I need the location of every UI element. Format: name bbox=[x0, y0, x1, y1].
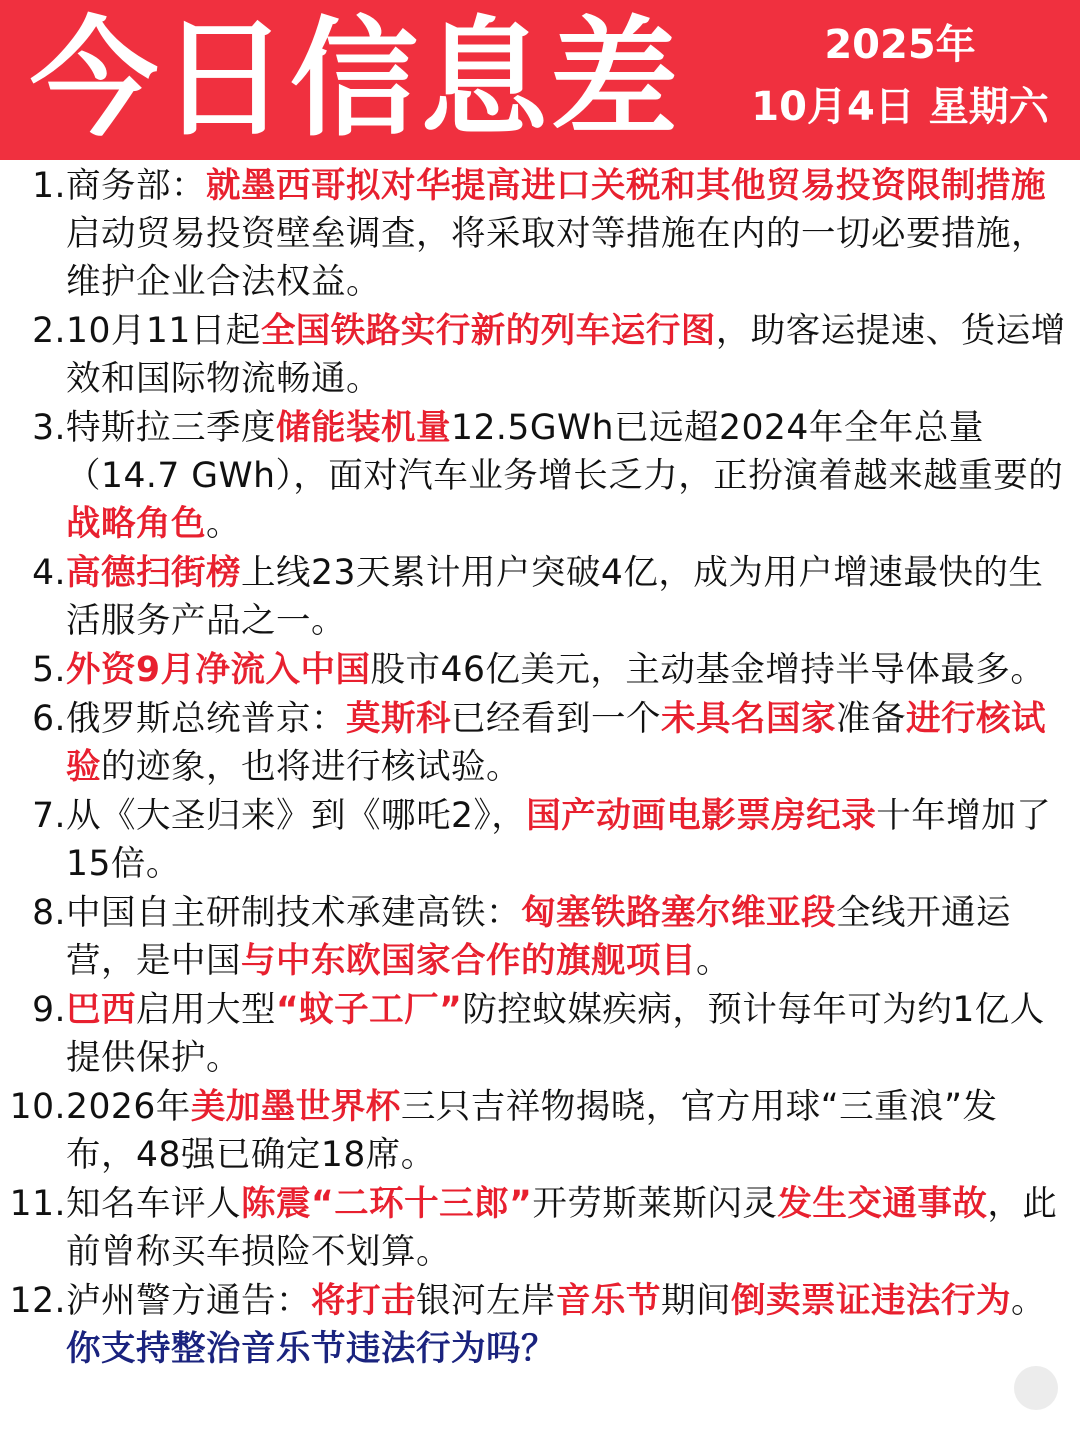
highlight-text: 储能装机量 bbox=[276, 408, 451, 448]
news-text: ，此前曾称买车损险不划算。 bbox=[66, 1184, 1058, 1272]
news-text: 银河左岸 bbox=[416, 1281, 556, 1321]
news-text: 股市46亿美元，主动基金增持半导体最多。 bbox=[370, 650, 1046, 690]
news-text: 启用大型 bbox=[136, 990, 276, 1030]
highlight-text: “蚊子工厂” bbox=[276, 990, 463, 1030]
news-text: 2026年 bbox=[66, 1087, 191, 1127]
news-item bbox=[0, 889, 1080, 985]
news-text: 启动贸易投资壁垒调查，将采取对等措施在内的一切必要措施，维护企业合法权益。 bbox=[66, 214, 1046, 302]
highlight-text: 国产动画电影票房纪录 bbox=[526, 796, 877, 836]
news-item bbox=[0, 549, 1080, 645]
highlight-text: 未具名国家 bbox=[661, 699, 836, 739]
highlight-text: 音乐节 bbox=[556, 1281, 661, 1321]
news-item-number: 8. bbox=[32, 893, 66, 933]
news-item bbox=[0, 792, 1080, 888]
news-item bbox=[0, 1083, 1080, 1179]
highlight-text: 倒卖票证违法行为 bbox=[731, 1281, 1011, 1321]
news-text: 期间 bbox=[661, 1281, 731, 1321]
highlight-text: 匈塞铁路塞尔维亚段 bbox=[521, 893, 836, 933]
news-text: 已经看到一个 bbox=[451, 699, 661, 739]
news-text: 中国自主研制技术承建高铁： bbox=[66, 893, 521, 933]
news-item bbox=[0, 646, 1080, 694]
news-text: 。 bbox=[206, 504, 241, 544]
news-text: 。 bbox=[1011, 1281, 1046, 1321]
news-text: 10月11日起 bbox=[66, 311, 261, 351]
header-banner bbox=[0, 0, 1080, 160]
news-item-number: 4. bbox=[32, 553, 66, 593]
news-item bbox=[0, 986, 1080, 1082]
news-text: 准备 bbox=[836, 699, 906, 739]
date-block bbox=[740, 14, 1060, 138]
news-item bbox=[0, 404, 1080, 548]
news-text: 特斯拉三季度 bbox=[66, 408, 276, 448]
news-item bbox=[0, 695, 1080, 791]
news-item-number: 9. bbox=[32, 990, 66, 1030]
news-item-number: 7. bbox=[32, 796, 66, 836]
highlight-text: 与中东欧国家合作的旗舰项目 bbox=[241, 941, 696, 981]
news-item-number: 1. bbox=[32, 166, 66, 206]
highlight-text: 战略角色 bbox=[66, 504, 206, 544]
news-item-number: 12. bbox=[9, 1281, 66, 1321]
news-text: 。 bbox=[696, 941, 731, 981]
highlight-text: 陈震“二环十三郎” bbox=[241, 1184, 533, 1224]
highlight-text: 莫斯科 bbox=[346, 699, 451, 739]
highlight-text: 美加墨世界杯 bbox=[190, 1087, 401, 1127]
highlight-text: 全国铁路实行新的列车运行图 bbox=[260, 311, 716, 351]
date-year: 2025年 bbox=[824, 22, 976, 68]
highlight-text: 发生交通事故 bbox=[777, 1184, 988, 1224]
highlight-text: 就墨西哥拟对华提高进口关税和其他贸易投资限制措施 bbox=[206, 166, 1046, 206]
watermark-icon bbox=[1014, 1366, 1058, 1410]
news-text: 12.5GWh已远超2024年全年总量（14.7 GWh），面对汽车业务增长乏力，正扮演着越来越重要的 bbox=[66, 408, 1064, 496]
news-text: 商务部： bbox=[66, 166, 206, 206]
news-text: ，助客运提速、货运增效和国际物流畅通。 bbox=[66, 311, 1066, 399]
news-item bbox=[0, 162, 1080, 306]
news-item-number: 2. bbox=[32, 311, 66, 351]
highlight-text: 高德扫街榜 bbox=[66, 553, 241, 593]
news-text: 知名车评人 bbox=[66, 1184, 241, 1224]
news-text: 三只吉祥物揭晓，官方用球“三重浪”发布，48强已确定18席。 bbox=[66, 1087, 998, 1175]
highlight-text: 外资9月净流入中国 bbox=[66, 650, 371, 690]
news-text: 泸州警方通告： bbox=[66, 1281, 311, 1321]
news-item bbox=[0, 307, 1080, 403]
date-day: 10月4日 星期六 bbox=[751, 84, 1049, 130]
news-text: 俄罗斯总统普京： bbox=[66, 699, 346, 739]
highlight-text: 进行核试验 bbox=[66, 699, 1046, 787]
highlight-text: 将打击 bbox=[311, 1281, 416, 1321]
news-item-number: 6. bbox=[32, 699, 66, 739]
news-item-number: 5. bbox=[32, 650, 66, 690]
news-text: 全线开通运营，是中国 bbox=[66, 893, 1011, 981]
news-item bbox=[0, 1277, 1080, 1373]
news-text: 上线23天累计用户突破4亿，成为用户增速最快的生活服务产品之一。 bbox=[66, 553, 1044, 641]
news-text: 防控蚊媒疾病，预计每年可为约1亿人提供保护。 bbox=[66, 990, 1045, 1078]
news-list bbox=[0, 162, 1080, 1374]
page-title: 今日信息差 bbox=[30, 5, 681, 154]
news-item bbox=[0, 1180, 1080, 1276]
news-item-number: 3. bbox=[32, 408, 66, 448]
news-text: 十年增加了15倍。 bbox=[66, 796, 1052, 884]
news-item-number: 11. bbox=[9, 1184, 66, 1224]
news-text: 的迹象，也将进行核试验。 bbox=[101, 747, 521, 787]
highlight-text: 巴西 bbox=[66, 990, 136, 1030]
news-item-number: 10. bbox=[9, 1087, 66, 1127]
question-text: 你支持整治音乐节违法行为吗？ bbox=[66, 1329, 556, 1369]
news-text: 从《大圣归来》到《哪吒2》， bbox=[66, 796, 527, 836]
news-text: 开劳斯莱斯闪灵 bbox=[532, 1184, 778, 1224]
